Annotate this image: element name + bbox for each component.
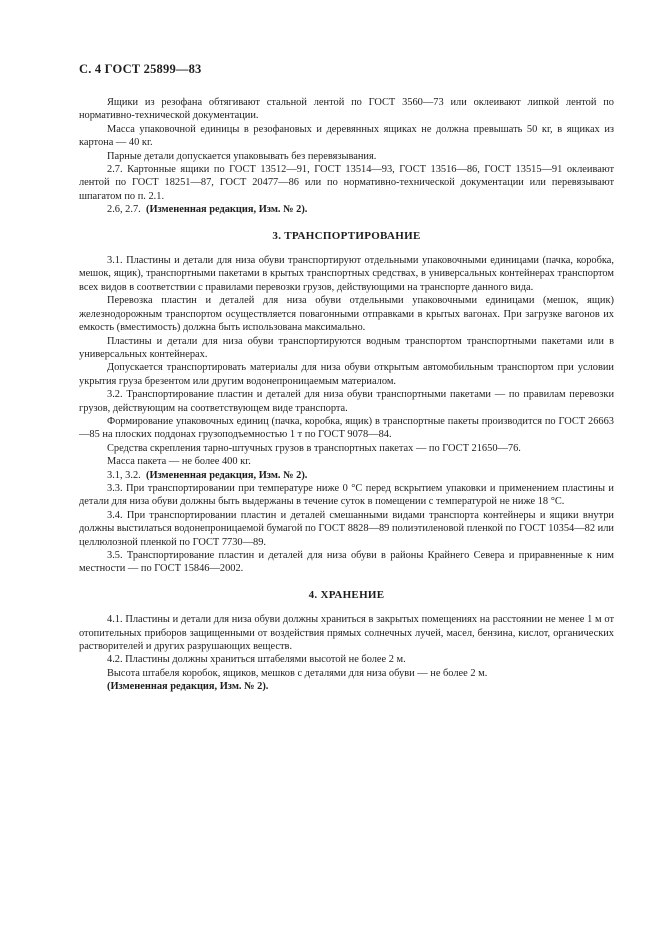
paragraph: 3.1. Пластины и детали для низа обуви транспортируют отдельными упаковочными единицами (пачка, коробка, мешок, ящик), транспортными пакетами в крытых транспортных средствах, в универсальных контейнерах транспортом всех видов в соответствии с правилами перевозки грузов, действующими на транспорте данного вида. [79, 255, 614, 293]
note-ref: 2.6, 2.7. [107, 204, 141, 216]
amendment-note [79, 680, 614, 693]
paragraph: Масса упаковочной единицы в резофановых и деревянных ящиках не должна превышать 50 кг, в ящиках из картона — 40 кг. [79, 123, 614, 149]
paragraph: 3.3. При транспортировании при температуре ниже 0 °С перед вскрытием упаковки и применением пластины и детали для низа обуви должны быть выдержаны в течение суток в помещении с температурой не ниже 18 °С. [79, 482, 614, 508]
page-header: С. 4 ГОСТ 25899—83 [79, 62, 202, 76]
note-text: (Измененная редакция, Изм. № 2). [145, 204, 308, 216]
paragraph: Ящики из резофана обтягивают стальной лентой по ГОСТ 3560—73 или оклеивают липкой лентой по нормативно-технической документации. [79, 97, 614, 122]
paragraph: 3.2. Транспортирование пластин и деталей для низа обуви транспортными пакетами — по правилам перевозки грузов, действующим на соответствующем виде транспорта. [79, 389, 614, 414]
note-text: (Измененная редакция, Изм. № 2). [145, 469, 308, 481]
paragraph: 3.4. При транспортировании пластин и деталей смешанными видами транспорта контейнеры и ящики внутри должны выстилаться водонепроницаемой бумагой по ГОСТ 8828—89 полиэтиленовой пленкой по ГОСТ 10354—82 или целлюлозной пленкой по ГОСТ 7730—89. [79, 509, 614, 548]
paragraph: 4.2. Пластины должны храниться штабелями высотой не более 2 м. [107, 654, 406, 666]
section-title-storage: 4. ХРАНЕНИЕ [308, 588, 385, 601]
paragraph: 2.7. Картонные ящики по ГОСТ 13512—91, ГОСТ 13514—93, ГОСТ 13516—86, ГОСТ 13515—91 оклеивают лентой по ГОСТ 18251—87, ГОСТ 20477—86 или по нормативно-технической документации или перевязывают шпагатом по п. 2.1. [79, 164, 614, 202]
paragraph: 3.5. Транспортирование пластин и деталей для низа обуви в районы Крайнего Севера и приравненные к ним местности — по ГОСТ 15846—2002. [79, 550, 614, 575]
paragraph: Средства скрепления тарно-штучных грузов в транспортных пакетах — по ГОСТ 21650—76. [107, 442, 521, 454]
paragraph: Масса пакета — не более 400 кг. [107, 456, 251, 468]
paragraph: 4.1. Пластины и детали для низа обуви должны храниться в закрытых помещениях на расстоянии не менее 1 м от отопительных приборов защищенными от воздействия прямых солнечных лучей, масел, бензина, кислот, органических растворителей и других разрушающих веществ. [79, 614, 614, 653]
note-text: (Измененная редакция, Изм. № 2). [107, 681, 269, 693]
paragraph: Пластины и детали для низа обуви транспортируются водным транспортом транспортными пакетами или в универсальных контейнерах. [79, 335, 614, 360]
amendment-note [79, 469, 614, 482]
paragraph: Формирование упаковочных единиц (пачка, коробка, ящик) в транспортные пакеты производится по ГОСТ 26663—85 на плоских поддонах грузоподъемностью 1 т по ГОСТ 9078—84. [79, 415, 614, 441]
document-body [79, 96, 614, 694]
paragraph: Перевозка пластин и деталей для низа обуви отдельными упаковочными единицами (мешок, ящик) железнодорожным транспортом осуществляется повагонными отправками в крытых вагонах. При загрузке вагонов их емкость (вместимость) должна быть использована максимально. [79, 295, 614, 334]
paragraph: Парные детали допускается упаковывать без перевязывания. [107, 150, 377, 162]
section-title-transport: 3. ТРАНСПОРТИРОВАНИЕ [272, 229, 421, 242]
paragraph: Допускается транспортировать материалы для низа обуви открытым автомобильным транспортом при условии укрытия груза брезентом или другим водонепроницаемым материалом. [79, 362, 614, 387]
note-ref: 3.1, 3.2. [107, 469, 141, 481]
amendment-note [79, 203, 614, 216]
paragraph: Высота штабеля коробок, ящиков, мешков с деталями для низа обуви — не более 2 м. [107, 667, 488, 679]
